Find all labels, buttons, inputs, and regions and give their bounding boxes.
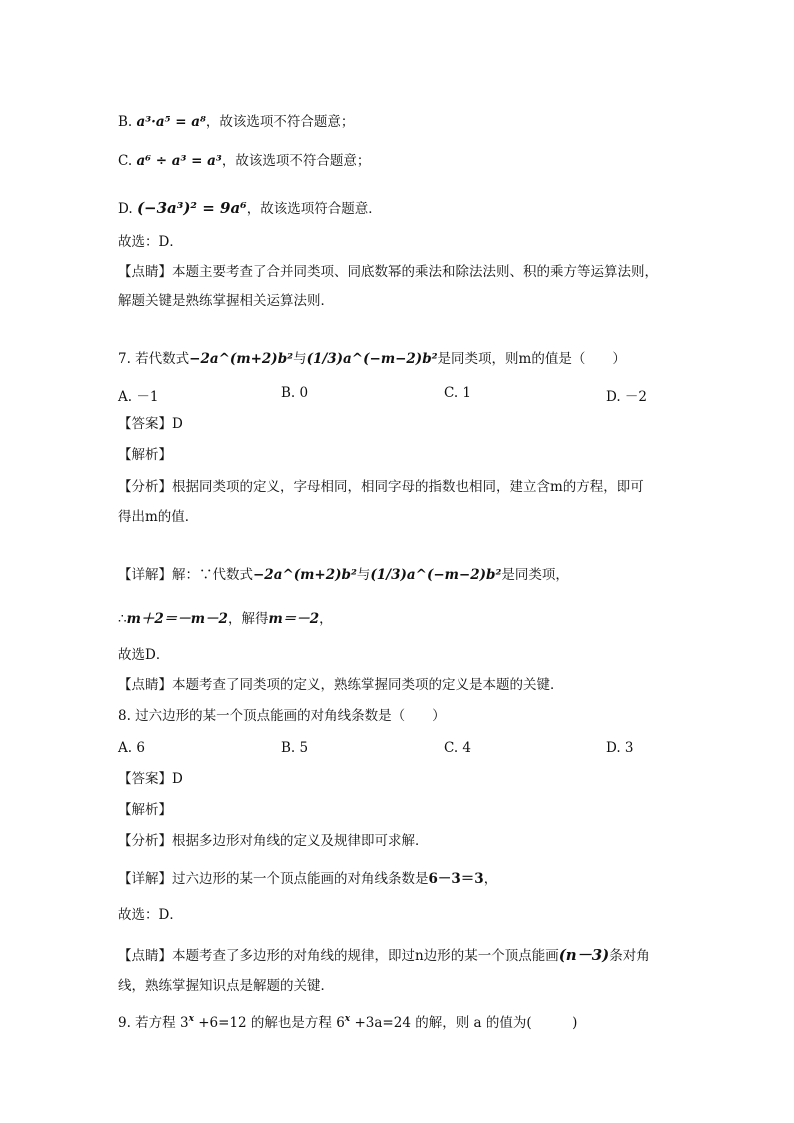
q6-c-prefix: C. bbox=[118, 153, 137, 169]
q6-comment-line2: 解题关键是熟练掌握相关运算法则． bbox=[118, 293, 334, 309]
q9-stem-a: 9. 若方程 3 bbox=[118, 1015, 189, 1031]
q8-comment-line2: 线，熟练掌握知识点是解题的关键． bbox=[118, 978, 334, 994]
q7-expr1: −2a^(m+2)b² bbox=[189, 351, 294, 367]
q7-stem-suffix: 是同类项，则m的值是（ ） bbox=[437, 351, 626, 367]
q7-detail bbox=[118, 566, 569, 584]
q7-detail-expr2: (1/3)a^(−m−2)b² bbox=[370, 567, 502, 583]
q8-option-a: A. 6 bbox=[118, 740, 145, 756]
q7-solve-end: ， bbox=[319, 611, 333, 627]
q7-detail-expr1: −2a^(m+2)b² bbox=[253, 567, 357, 583]
q8-detail-formula: 6－3＝3 bbox=[428, 871, 484, 887]
q6-d-formula: (−3a³)² = 9a⁶ bbox=[136, 199, 247, 217]
q7-equation: m＋2＝－m－2 bbox=[126, 611, 228, 627]
q6-option-b bbox=[118, 113, 354, 131]
q7-stem-mid: 与 bbox=[293, 351, 307, 367]
q8-choose: 故选：D． bbox=[118, 907, 183, 923]
q9-var-x2: x bbox=[344, 1014, 351, 1024]
q6-comment-line1: 【点睛】本题主要考查了合并同类项、同底数幂的乘法和除法法则、积的乘方等运算法则， bbox=[118, 264, 658, 280]
q7-option-b: B. 0 bbox=[281, 385, 309, 401]
q7-option-c: C. 1 bbox=[444, 385, 472, 401]
q7-solve-text: ，解得 bbox=[227, 611, 269, 627]
q6-d-text: ，故该选项符合题意． bbox=[246, 201, 382, 217]
q7-expr2: (1/3)a^(−m−2)b² bbox=[306, 351, 438, 367]
q8-option-d: D. 3 bbox=[606, 740, 634, 756]
q8-detail-suffix: ， bbox=[483, 871, 498, 887]
q6-c-formula: a⁶ ÷ a³ = a³ bbox=[136, 153, 222, 169]
q8-options bbox=[118, 740, 678, 758]
q7-option-d: D. －2 bbox=[606, 389, 648, 405]
q8-detail bbox=[118, 870, 497, 888]
q8-analysis-label: 【解析】 bbox=[118, 802, 172, 818]
q6-b-formula: a³·a⁵ = a⁸ bbox=[136, 114, 206, 130]
q8-detail-prefix: 【详解】过六边形的某一个顶点能画的对角线条数是 bbox=[118, 871, 429, 887]
q6-b-text: ，故该选项不符合题意； bbox=[205, 114, 355, 130]
q6-c-text: ，故该选项不符合题意； bbox=[221, 153, 371, 169]
q7-solution: m＝－2 bbox=[268, 611, 320, 627]
q6-option-c bbox=[118, 152, 370, 170]
q8-answer: 【答案】D bbox=[118, 771, 183, 787]
q7-analysis-label: 【解析】 bbox=[118, 447, 172, 463]
q7-analysis-line2: 得出m的值． bbox=[118, 509, 199, 525]
q7-equation-line bbox=[118, 610, 333, 628]
q8-comment-prefix: 【点睛】本题考查了多边形的对角线的规律，即过n边形的某一个顶点能画 bbox=[118, 948, 559, 964]
q8-comment-formula: (n－3) bbox=[558, 946, 610, 964]
q8-comment-line1 bbox=[118, 946, 650, 965]
q7-detail-mid: 与 bbox=[356, 567, 371, 583]
therefore-symbol: ∴ bbox=[118, 611, 127, 627]
q7-stem bbox=[118, 350, 626, 368]
q7-stem-prefix: 7. 若代数式 bbox=[118, 351, 190, 367]
q9-stem-c: +3a=24 的解，则 a 的值为( ) bbox=[350, 1015, 578, 1031]
q7-option-a: A. －1 bbox=[118, 389, 159, 405]
q8-comment-suffix: 条对角 bbox=[609, 948, 650, 964]
q8-option-b: B. 5 bbox=[281, 740, 309, 756]
q8-option-c: C. 4 bbox=[444, 740, 472, 756]
q7-analysis-line1: 【分析】根据同类项的定义，字母相同，相同字母的指数也相同，建立含m的方程，即可 bbox=[118, 479, 644, 495]
q6-choose: 故选：D． bbox=[118, 234, 183, 250]
q6-d-prefix: D. bbox=[118, 201, 137, 217]
q7-answer: 【答案】D bbox=[118, 416, 183, 432]
q9-var-x1: x bbox=[188, 1014, 194, 1024]
q7-options bbox=[118, 385, 678, 403]
q7-choose: 故选D． bbox=[118, 647, 170, 663]
q9-stem-b: +6=12 的解也是方程 6 bbox=[193, 1015, 345, 1031]
q7-comment: 【点睛】本题考查了同类项的定义，熟练掌握同类项的定义是本题的关键． bbox=[118, 677, 564, 693]
q8-stem: 8. 过六边形的某一个顶点能画的对角线条数是（ ） bbox=[118, 708, 446, 724]
q8-analysis: 【分析】根据多边形对角线的定义及规律即可求解． bbox=[118, 833, 429, 849]
q9-stem bbox=[118, 1010, 577, 1032]
q6-b-prefix: B. bbox=[118, 114, 137, 130]
q7-detail-suffix: 是同类项， bbox=[501, 567, 569, 583]
q7-detail-prefix: 【详解】解：∵代数式 bbox=[118, 567, 253, 583]
q6-option-d bbox=[118, 199, 382, 218]
